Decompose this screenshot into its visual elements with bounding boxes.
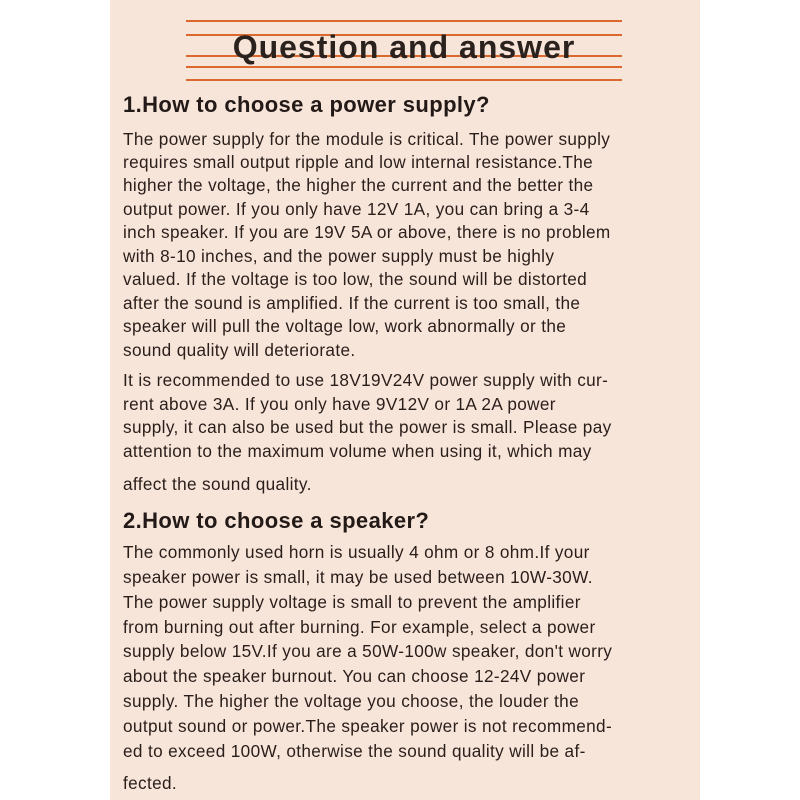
text-line: affect the sound quality. xyxy=(123,474,312,494)
text-line: requires small output ripple and low internal resistance.The xyxy=(123,152,594,172)
title-rule xyxy=(186,66,622,68)
text-line: attention to the maximum volume when using it, which may xyxy=(123,441,592,461)
text-line: The power supply for the module is critical. The power supply xyxy=(123,129,611,149)
text-line: output sound or power.The speaker power is not recommend- xyxy=(123,716,613,736)
text-line: supply, it can also be used but the power is small. Please pay xyxy=(123,417,612,437)
text-line: inch speaker. If you are 19V 5A or above, there is no problem xyxy=(123,222,611,242)
section-heading-speaker: 2.How to choose a speaker? xyxy=(123,508,430,533)
text-line: supply below 15V.If you are a 50W-100w speaker, don't worry xyxy=(123,641,613,661)
text-line: higher the voltage, the higher the current and the better the xyxy=(123,175,594,195)
text-line: rent above 3A. If you only have 9V12V or 1A 2A power xyxy=(123,394,556,414)
text-line: The power supply voltage is small to prevent the amplifier xyxy=(123,592,581,612)
text-line: supply. The higher the voltage you choose, the louder the xyxy=(123,691,579,711)
text-line: from burning out after burning. For example, select a power xyxy=(123,617,596,637)
title-banner xyxy=(186,12,622,80)
document-page xyxy=(110,0,700,800)
text-line: about the speaker burnout. You can choose 12-24V power xyxy=(123,666,586,686)
text-line: The commonly used horn is usually 4 ohm or 8 ohm.If your xyxy=(123,542,590,562)
page-title: Question and answer xyxy=(232,29,576,65)
title-rule xyxy=(186,20,622,22)
text-line: It is recommended to use 18V19V24V power supply with cur- xyxy=(123,370,609,390)
text-line: speaker power is small, it may be used between 10W-30W. xyxy=(123,567,593,587)
section-heading-power-supply: 1.How to choose a power supply? xyxy=(123,92,490,117)
text-line: speaker will pull the voltage low, work abnormally or the xyxy=(123,316,567,336)
text-line: output power. If you only have 12V 1A, you can bring a 3-4 xyxy=(123,199,590,219)
text-line: valued. If the voltage is too low, the sound will be distorted xyxy=(123,269,588,289)
text-line: ed to exceed 100W, otherwise the sound quality will be af- xyxy=(123,741,586,761)
text-line: after the sound is amplified. If the current is too small, the xyxy=(123,293,581,313)
text-line: fected. xyxy=(123,773,178,793)
title-rule xyxy=(186,79,622,81)
text-line: with 8-10 inches, and the power supply must be highly xyxy=(123,246,555,266)
text-line: sound quality will deteriorate. xyxy=(123,340,356,360)
